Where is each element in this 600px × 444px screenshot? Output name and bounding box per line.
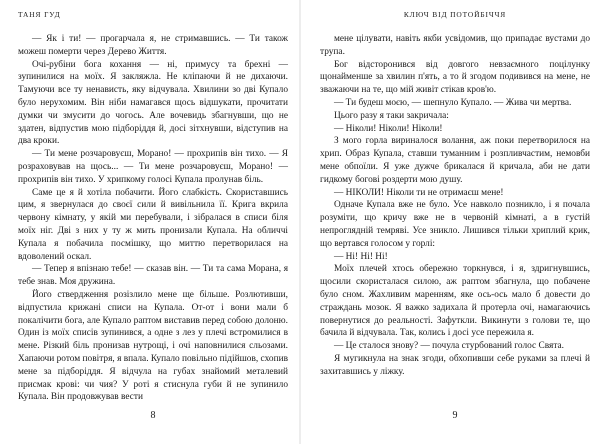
paragraph: — Це сталося знову? — почула стурбований голос Свята. <box>334 341 565 352</box>
left-page-text <box>18 33 288 404</box>
paragraph: мене цілувати, навіть якби усвідомив, що припадає вустами до трупа. <box>320 34 590 57</box>
page-number-left: 8 <box>150 410 156 421</box>
paragraph: — Ти будеш моєю, — шепнуло Купало. — Жива чи мертва. <box>334 97 572 108</box>
paragraph: — Ніколи! Ніколи! Ніколи! <box>334 123 443 134</box>
paragraph: Саме це я й хотіла побачити. Його слабкість. Скориставшись цим, я звернулася до своєї сили й вивільнила її. Крига вкрила червону кімнату, у якій ми перебували, і зібралася в списи біля моїх ніг. Дві з них у ту ж мить пронизали Купала. На обличчі Купала я побачила посмішку, що миттю перетворилася на вдоволений оскал. <box>18 187 288 262</box>
paragraph: — НІКОЛИ! Ніколи ти не отримаєш мене! <box>334 187 504 198</box>
paragraph: Очі-рубіни бога кохання — ні, примусу та брехні — зупинилися на моїх. Я закляжла. Не кліпаючи й не дихаючи. Тамуючи все ту ненависть, яку відчувала. Хвилини зо дві Купало було нерухомим. Він ніби намагався щось відшукати, прочитати думки чи змусити до чогось. Але вочевидь збагнувши, що не здатен, відпустив мою підборіддя й, досі зітхнувши, відступив на два кроки. <box>18 59 288 147</box>
right-page-text <box>320 33 590 379</box>
paragraph: — Ні! Ні! Ні! <box>334 251 388 262</box>
running-header-title: КЛЮЧ ВІД ПОТОЙБІЧЧЯ <box>403 10 507 19</box>
paragraph: — Ти мене розчаровуєш, Морано! — прохрипів він тихо. — Я розраховував на щось... — Ти мене розчаровуєш, Морано! — прохрипів він тихо. У хрипкому голосі Купала пролунав біль. <box>18 149 288 185</box>
paragraph: — Як і ти! — прогарчала я, не стримавшись. — Ти також можеш померти через Дерево Життя. <box>18 34 288 57</box>
paragraph: Одначе Купала вже не було. Усе навколо позникло, і я почала розуміти, що кричу вже не в червоній кімнаті, а в густій непроглядній темряві. Усе зникло. Лишився тільки хриплий крик, що вертався голосом у горлі: <box>320 200 590 249</box>
left-page <box>12 0 294 444</box>
page-gutter <box>299 0 301 444</box>
running-header-author: ТАНЯ ГУД <box>18 10 61 19</box>
paragraph: Цього разу я таки закричала: <box>334 110 449 121</box>
right-page <box>314 0 596 444</box>
paragraph: — Тепер я впізнаю тебе! — сказав він. — Ти та сама Морана, я тебе знав. Моя дружина. <box>18 264 288 288</box>
paragraph: Бог відсторонився від довгого невзаємного поцілунку щонайменше за хвилин п'ять, а то й згодом подивився на мене, не зважаючи на те, що мій живіт стікав кров'ю. <box>320 59 590 96</box>
paragraph: Я мугикнула на знак згоди, обхопивши себе руками за плечі й захитавшись у ліжку. <box>320 353 590 377</box>
page-number-right: 9 <box>452 410 458 421</box>
paragraph: Його ствердження розізлило мене ще більше. Розлютивши, відпустила крижані списи на Купала. От-от і вони мали б покалічити бога, але Купало раптом виставив перед собою долоню. Один із моїх списів зупинився, а одне з лез у плечі встромилися в мене. Різкий біль пронизав нутрощі, і очі наповнилися сльозами. Хапаючи ротом повітря, я впала. Купало повільно підійшов, схопив мене за підборіддя. Я відчула на губах знайомий металевий присмак крові: чи чия? У роті я стиснула губи й не зупинило Купала. Він продовжував вести <box>18 289 288 403</box>
paragraph: Моїх плечей хтось обережно торкнувся, і я, здригнувшись, щосили скористалася силою, аж раптом збагнула, що побачене було сном. Жахливим маренням, яке ось-ось мало б довести до страждань мозок. Я важко задихала й протерла очі, намагаючись повернутися до реальності. Зафуткли. Викинути з голови те, що бачила й відчувала. Так, колись і досі усе пережила я. <box>320 264 590 339</box>
paragraph: З мого горла вириналося волання, аж поки перетворилося на хрип. Образ Купала, ставши туманним і розпливчастим, немовби мене обпоїли. Я уже дужче брикалася й кричала, аби не дати гидкому богові роздерти мою душу. <box>320 136 590 185</box>
